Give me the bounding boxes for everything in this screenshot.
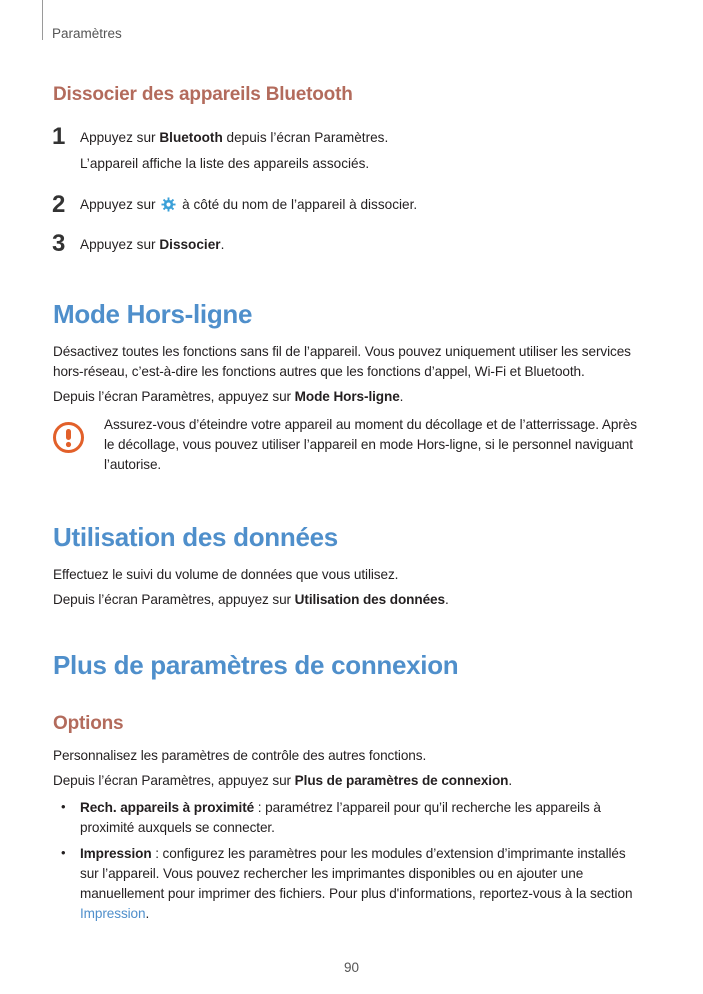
options-para2: Depuis l’écran Paramètres, appuyez sur Plus de paramètres de connexion. <box>53 773 513 788</box>
header-rule <box>42 0 43 40</box>
step-1-text: Appuyez sur Bluetooth depuis l’écran Paramètres. <box>80 130 389 145</box>
impression-link[interactable]: Impression <box>80 906 146 921</box>
bullet-1-marker: • <box>61 799 66 814</box>
bullet-2-line1: Impression : configurez les paramètres pour les modules d’extension d’imprimante installés <box>80 846 626 861</box>
step-2-text: Appuyez sur à côté du nom de l’appareil à dissocier. <box>80 197 417 215</box>
gear-icon <box>161 197 176 215</box>
options-para2-bold: Plus de paramètres de connexion <box>294 773 509 788</box>
airplane-para1-line2: hors-réseau, c’est-à-dire les fonctions autres que les fonctions d’appel, Wi-Fi et Bluetooth. <box>53 364 585 379</box>
bullet-2-marker: • <box>61 845 66 860</box>
bullet-2-term: Impression <box>80 846 152 861</box>
step-number-1: 1 <box>52 123 66 150</box>
warning-line1: Assurez-vous d’éteindre votre appareil au moment du décollage et de l’atterrissage. Après <box>104 417 637 432</box>
step-1-bold: Bluetooth <box>159 130 223 145</box>
warning-icon <box>53 422 84 453</box>
bullet-2-line2: sur l’appareil. Vous pouvez rechercher les imprimantes disponibles ou en ajouter une <box>80 866 584 881</box>
bullet-1-line1: Rech. appareils à proximité : paramétrez l’appareil pour qu’il recherche les appareils à <box>80 800 601 815</box>
step-3-bold: Dissocier <box>159 237 221 252</box>
airplane-title: Mode Hors-ligne <box>53 299 253 329</box>
step-3-text: Appuyez sur Dissocier. <box>80 237 225 252</box>
warning-line3: l’autorise. <box>104 457 162 472</box>
bullet-2-line3: manuellement pour imprimer des fichiers. Pour plus d'informations, reportez-vous à la section <box>80 886 633 901</box>
warning-line2: le décollage, vous pouvez utiliser l’appareil en mode Hors-ligne, si le personnel naviguant <box>104 437 633 452</box>
airplane-para2: Depuis l’écran Paramètres, appuyez sur Mode Hors-ligne. <box>53 389 404 404</box>
data-usage-para2-bold: Utilisation des données <box>294 592 445 607</box>
page-number: 90 <box>343 960 360 975</box>
bullet-1-line2: proximité auxquels se connecter. <box>80 820 275 835</box>
more-settings-title: Plus de paramètres de connexion <box>53 650 459 680</box>
data-usage-para1: Effectuez le suivi du volume de données que vous utilisez. <box>53 567 399 582</box>
options-para1: Personnalisez les paramètres de contrôle des autres fonctions. <box>53 748 427 763</box>
bullet-2-line4: Impression. <box>80 906 150 921</box>
airplane-para1-line1: Désactivez toutes les fonctions sans fil de l’appareil. Vous pouvez uniquement utiliser les services <box>53 344 631 359</box>
data-usage-title: Utilisation des données <box>53 522 338 552</box>
step-number-3: 3 <box>52 230 66 257</box>
bullet-1-term: Rech. appareils à proximité <box>80 800 255 815</box>
data-usage-para2: Depuis l’écran Paramètres, appuyez sur Utilisation des données. <box>53 592 449 607</box>
bt-section-title: Dissocier des appareils Bluetooth <box>53 84 353 105</box>
options-title: Options <box>53 713 124 734</box>
header-title: Paramètres <box>52 26 122 41</box>
airplane-para2-bold: Mode Hors-ligne <box>294 389 400 404</box>
step-number-2: 2 <box>52 191 66 218</box>
step-1-note: L’appareil affiche la liste des appareils associés. <box>80 156 370 171</box>
